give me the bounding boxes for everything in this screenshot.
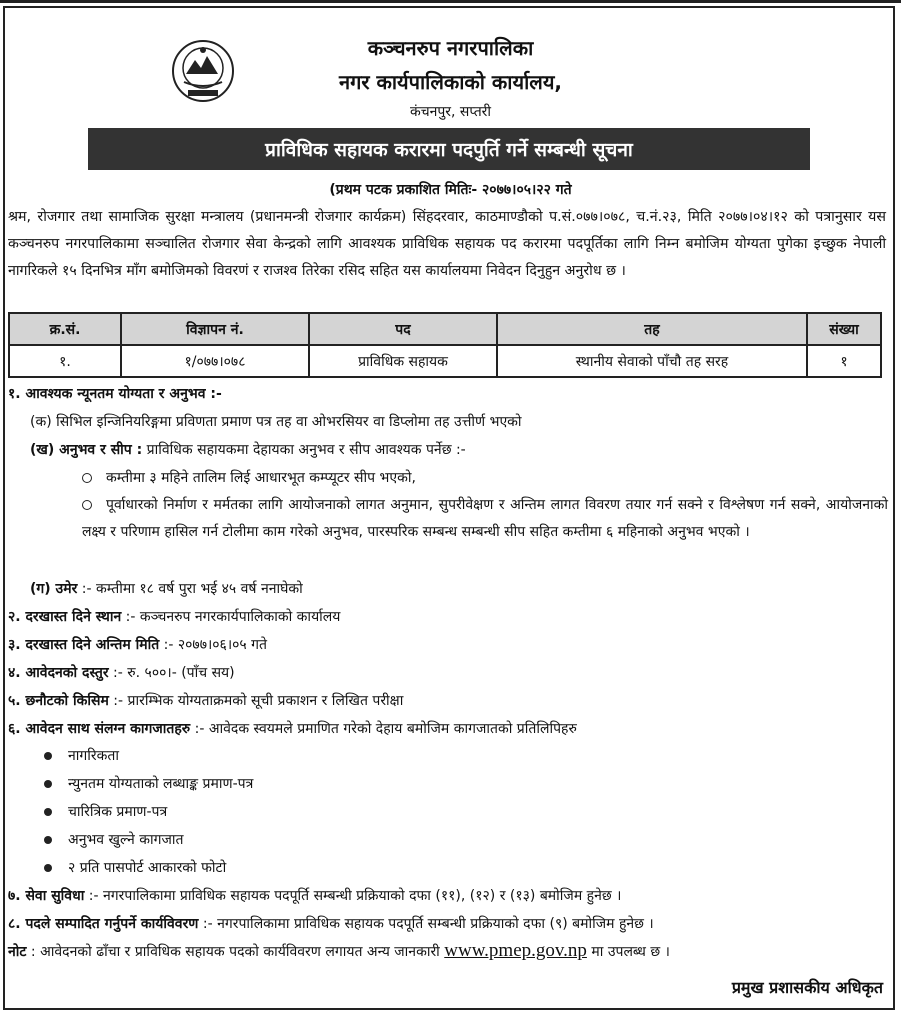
doc-item: २ प्रति पासपोर्ट आकारको फोटो — [68, 860, 227, 876]
dot-bullet-icon — [44, 864, 52, 872]
kha-label: (ख) अनुभव र सीप : — [30, 442, 143, 458]
section-3 — [8, 635, 267, 654]
ga-label: (ग) उमेर — [30, 581, 78, 597]
section-5-label: ५. छनौटको किसिम — [8, 693, 109, 709]
cell-post: प्राविधिक सहायक — [309, 345, 497, 377]
col-level: तह — [497, 313, 807, 345]
notice-title-banner — [88, 128, 810, 170]
cell-advert-no: १/०७७।०७८ — [121, 345, 309, 377]
col-post: पद — [309, 313, 497, 345]
website-link[interactable]: www.pmep.gov.np — [444, 940, 587, 961]
list-item — [44, 746, 119, 765]
office-name: नगर कार्यपालिकाको कार्यालय, — [338, 70, 563, 94]
section-2 — [8, 607, 340, 626]
col-serial: क्र.सं. — [9, 313, 121, 345]
dot-bullet-icon — [44, 836, 52, 844]
section-4 — [8, 663, 235, 682]
kha-item-2: पूर्वाधारको निर्माण र मर्मतका लागि आयोजनाको लागत अनुमान, सुपरीवेक्षण र अन्तिम लागत विवरण तयार गर्न सक्ने र विश्लेषण गर्न सक्ने, आयोजनाको लक्ष्य र परिणाम हासिल गर्न टोलीमा काम गरेको अनुभव, पारस्परिक सम्बन्ध सम्बन्धी सीप सहित कम्तीमा ६ महिनाको अनुभव भएको । — [82, 497, 888, 540]
dot-bullet-icon — [44, 780, 52, 788]
list-item — [82, 492, 888, 546]
section-2-text: :- कञ्चनरुप नगरकार्यपालिकाको कार्यालय — [121, 609, 341, 625]
dot-bullet-icon — [44, 752, 52, 760]
vacancy-table — [8, 312, 882, 378]
section-5-text: :- प्रारम्भिक योग्यताक्रमको सूची प्रकाशन र लिखित परीक्षा — [108, 693, 404, 709]
note-label: नोट — [8, 944, 27, 960]
section-5 — [8, 691, 403, 710]
section-8-text: :- नगरपालिकामा प्राविधिक सहायक पदपूर्ति सम्बन्धी प्रक्रियाको दफा (९) बमोजिम हुनेछ । — [198, 916, 654, 932]
section-8 — [8, 914, 654, 933]
section-7-label: ७. सेवा सुविधा — [8, 888, 85, 904]
doc-item: चारित्रिक प्रमाण-पत्र — [68, 804, 168, 820]
municipality-name: कञ्चनरुप नगरपालिका — [367, 36, 534, 60]
section-3-label: ३. दरखास्त दिने अन्तिम मिति — [8, 637, 160, 653]
notice-title: प्राविधिक सहायक करारमा पदपुर्ति गर्ने सम्बन्धी सूचना — [265, 139, 633, 161]
col-count: संख्या — [807, 313, 881, 345]
list-item — [44, 830, 183, 849]
list-item — [44, 858, 226, 877]
section-6-text: :- आवेदक स्वयमले प्रमाणित गरेको देहाय बमोजिम कागजातको प्रतिलिपिहरु — [190, 721, 577, 737]
table-row — [9, 345, 881, 377]
circle-bullet-icon — [82, 500, 92, 510]
note-suffix: मा उपलब्ध छ । — [586, 944, 670, 960]
section-1-ga — [30, 579, 303, 598]
ga-text: :- कम्तीमा १८ वर्ष पुरा भई ४५ वर्ष ननाघेको — [77, 581, 303, 597]
section-4-label: ४. आवेदनको दस्तुर — [8, 665, 109, 681]
cell-count: १ — [807, 345, 881, 377]
doc-item: न्युनतम योग्यताको लब्धाङ्क प्रमाण-पत्र — [68, 776, 254, 792]
doc-item: नागरिकता — [68, 748, 119, 764]
cell-level: स्थानीय सेवाको पाँचौ तह सरह — [497, 345, 807, 377]
signature-title: प्रमुख प्रशासकीय अधिकृत — [731, 978, 883, 997]
top-border-rule — [0, 0, 901, 3]
section-2-label: २. दरखास्त दिने स्थान — [8, 609, 122, 625]
doc-item: अनुभव खुल्ने कागजात — [68, 832, 184, 848]
intro-paragraph: श्रम, रोजगार तथा सामाजिक सुरक्षा मन्त्रालय (प्रधानमन्त्री रोजगार कार्यक्रम) सिंहदरवार, काठमाण्डौको प.सं.०७७।०७८, च.नं.२३, मिति २०७७।०४।१२ को पत्रानुसार यस कञ्चनरुप नगरपालिकामा सञ्चालित रोजगार सेवा केन्द्रको लागि आवश्यक प्राविधिक सहायक पद करारमा पदपूर्तिका लागि निम्न बमोजिम योग्यता पुगेका इच्छुक नेपाली नागरिकले १५ दिनभित्र माँग बमोजिमको विवरणं र राजश्व तिरेका रसिद सहित यस कार्यालयमा निवेदन दिनुहुन अनुरोध छ । — [8, 209, 886, 279]
note-line — [8, 940, 670, 962]
dot-bullet-icon — [44, 808, 52, 816]
section-6-label: ६. आवेदन साथ संलग्न कागजातहरु — [8, 721, 191, 737]
section-7 — [8, 886, 621, 905]
section-6 — [8, 719, 577, 738]
office-address: कंचनपुर, सप्तरी — [409, 104, 492, 120]
section-1-ka: (क) सिभिल इन्जिनियरिङ्गमा प्रविणता प्रमाण पत्र तह वा ओभरसियर वा डिप्लोमा तह उत्तीर्ण भएको — [30, 414, 522, 430]
note-text: : आवेदनको ढाँचा र प्राविधिक सहायक पदको कार्यविवरण लगायत अन्य जानकारी — [26, 944, 445, 960]
circle-bullet-icon — [82, 473, 92, 483]
cell-serial: १. — [9, 345, 121, 377]
table-header-row — [9, 313, 881, 345]
section-7-text: :- नगरपालिकामा प्राविधिक सहायक पदपूर्ति सम्बन्धी प्रक्रियाको दफा (११), (१२) र (१३) बमोजिम हुनेछ । — [84, 888, 622, 904]
kha-item-1: कम्तीमा ३ महिने तालिम लिई आधारभूत कम्प्यूटर सीप भएको, — [106, 470, 416, 486]
list-item — [44, 802, 167, 821]
section-1-kha — [30, 440, 466, 459]
section-4-text: :- रु. ५००।- (पाँच सय) — [108, 665, 235, 681]
col-advert-no: विज्ञापन नं. — [121, 313, 309, 345]
kha-text: प्राविधिक सहायकमा देहायका अनुभव र सीप आवश्यक पर्नेछ :- — [142, 442, 466, 458]
section-8-label: ८. पदले सम्पादित गर्नुपर्ने कार्यविवरण — [8, 916, 199, 932]
section-1-title: १. आवश्यक न्यूनतम योग्यता र अनुभव :- — [8, 386, 222, 402]
list-item — [44, 774, 253, 793]
list-item — [82, 468, 416, 487]
publish-date: (प्रथम पटक प्रकाशित मितिः- २०७७।०५।२२ गते — [329, 182, 572, 198]
section-3-text: :- २०७७।०६।०५ गते — [159, 637, 268, 653]
